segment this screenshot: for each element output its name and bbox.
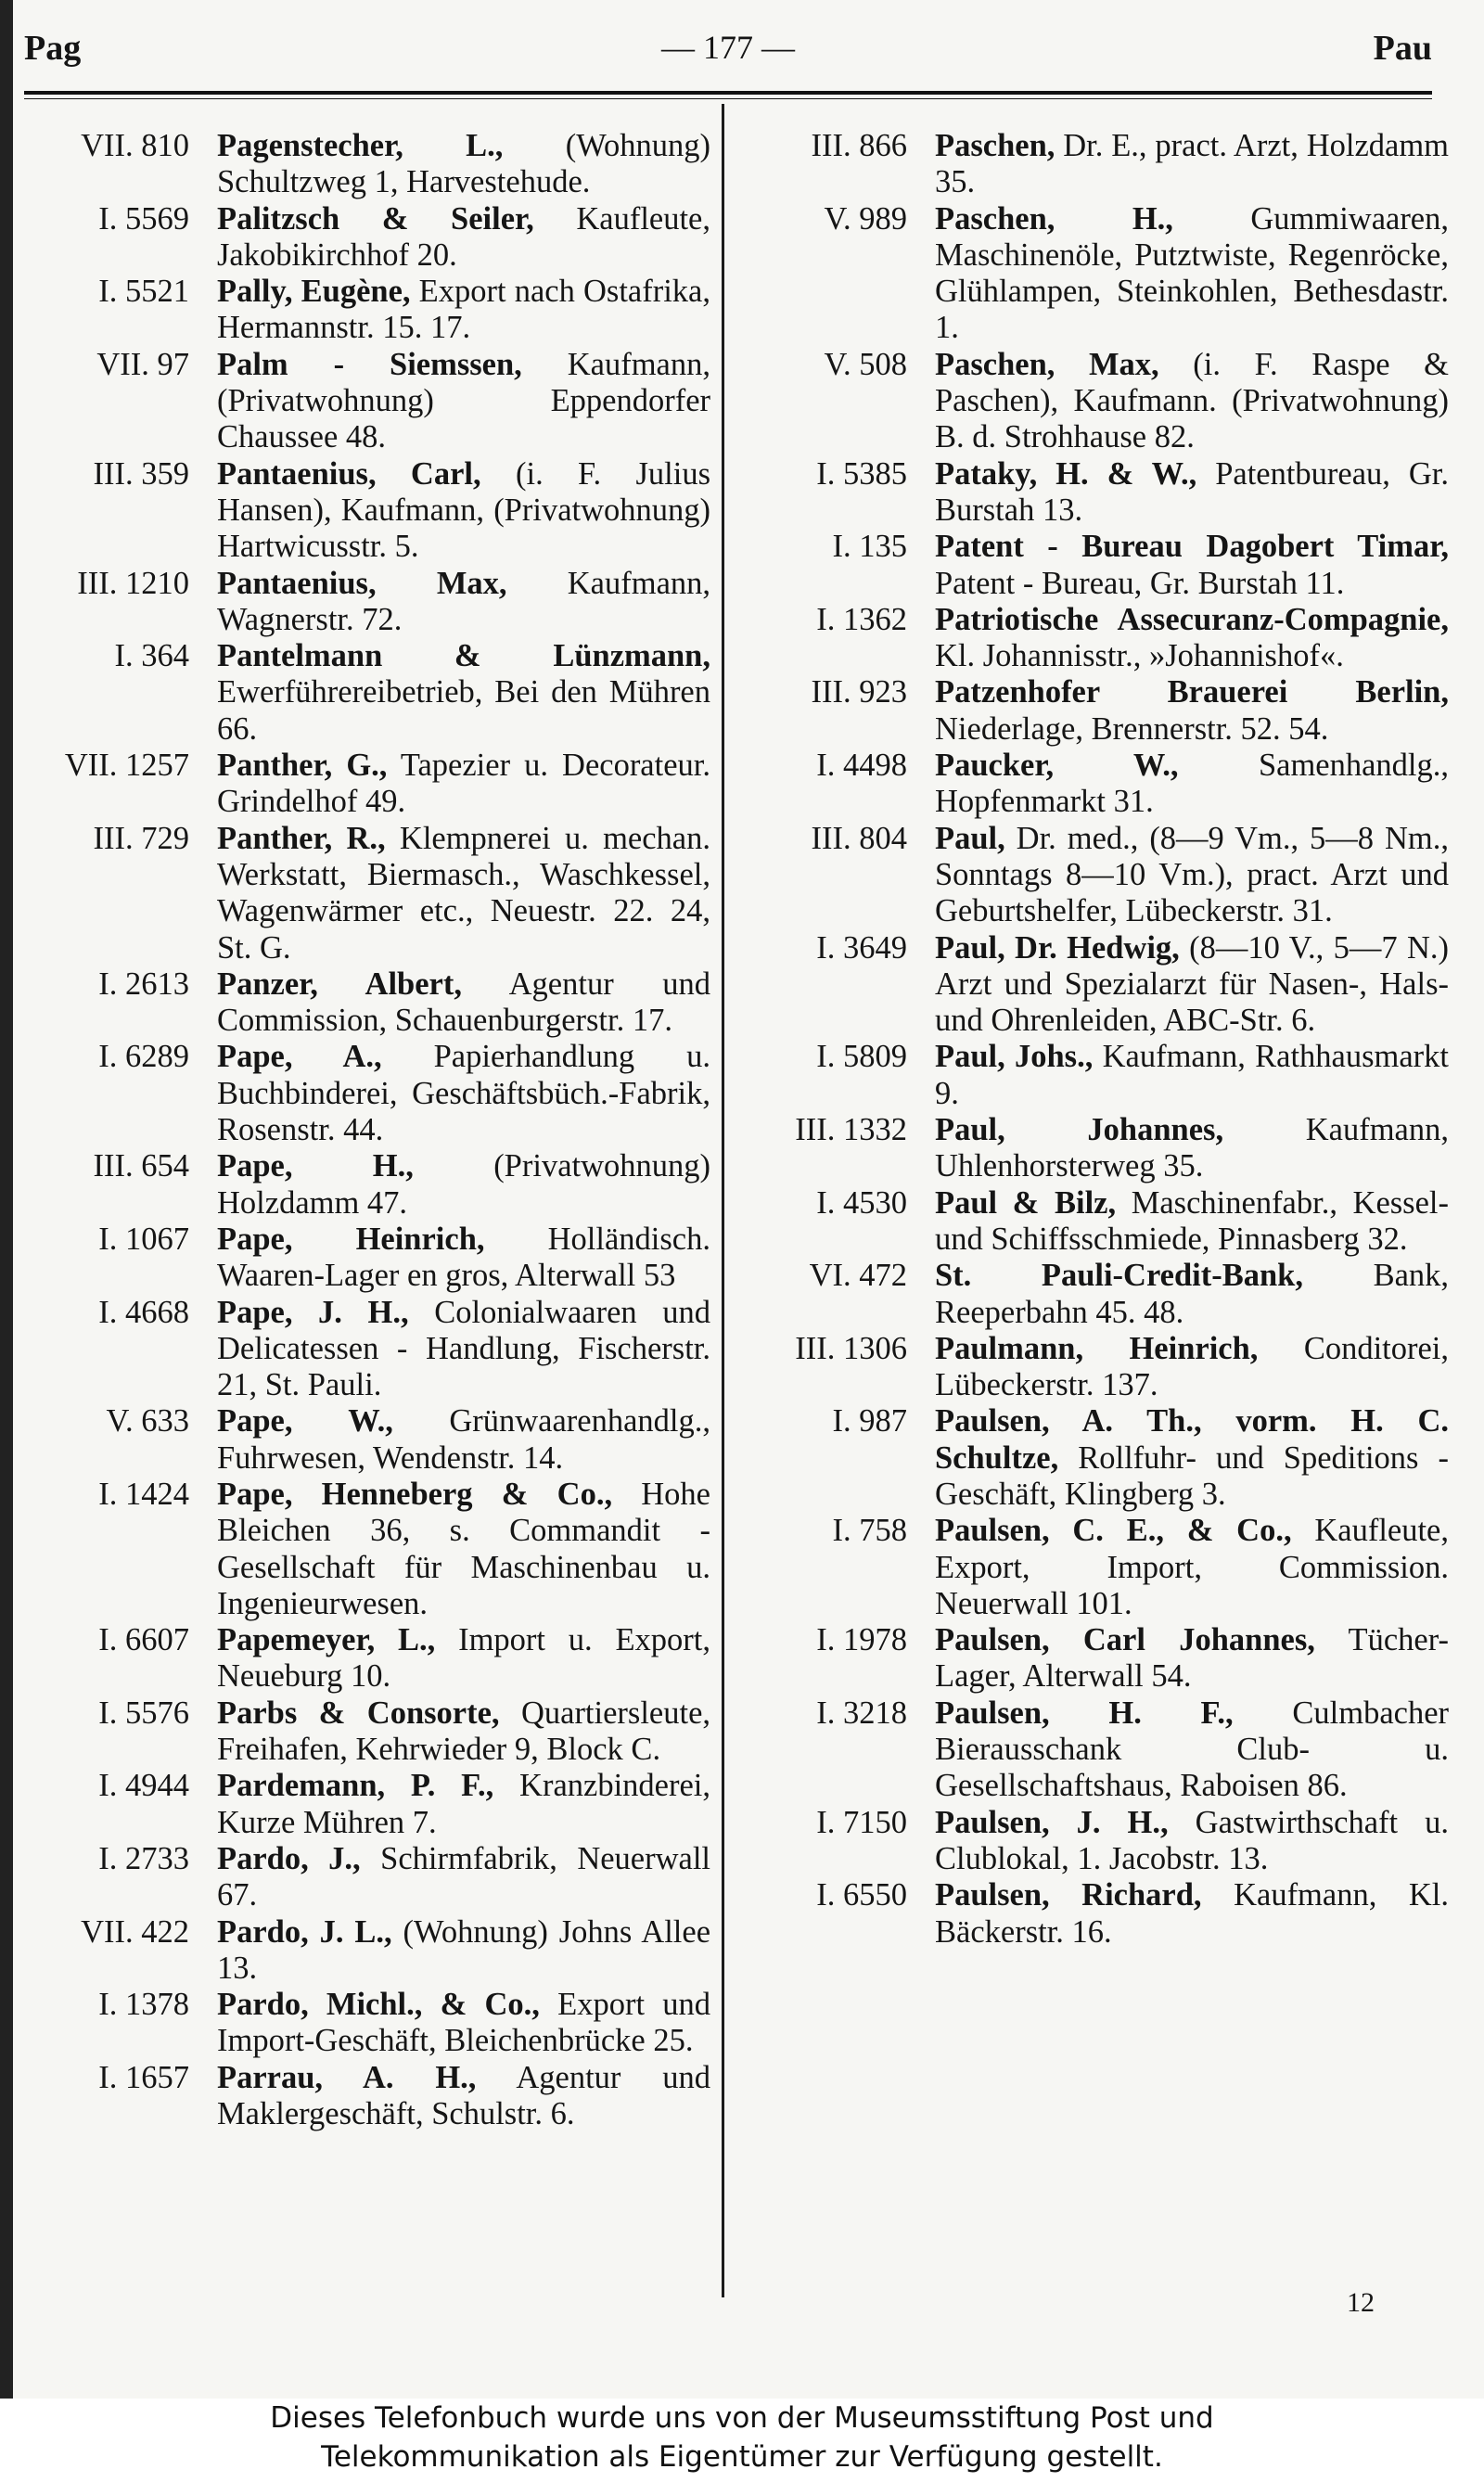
subscriber-details: (8—10 V., 5—7 N.) Arzt und Spezialarzt für Nasen-, Hals- und Ohrenleiden, ABC-Str. 6. xyxy=(935,929,1450,1039)
entry-text xyxy=(935,930,1449,1040)
subscriber-details: Papierhandlung u. Buchbinderei, Geschäftsbüch.-Fabrik, Rosenstr. 44. xyxy=(217,1039,710,1148)
subscriber-name: Pardo, J., xyxy=(217,1840,361,1876)
subscriber-details: Kaufmann, Uhlenhorsterweg 35. xyxy=(935,1112,1449,1184)
phone-number: I. 1657 xyxy=(98,2059,189,2095)
entry-text xyxy=(217,128,710,201)
phone-number: I. 4498 xyxy=(816,748,907,784)
entry-text xyxy=(935,1877,1449,1951)
subscriber-details: Klempnerei u. mechan. Werkstatt, Biermasch., Waschkessel, Wagenwärmer etc., Neuestr. 22. 24, St. G. xyxy=(217,820,710,966)
subscriber-details: Quartiersleute, Freihafen, Kehrwieder 9, Block C. xyxy=(217,1695,711,1768)
phone-number: I. 1424 xyxy=(98,1476,189,1512)
subscriber-details: (i. F. Julius Hansen), Kaufmann, (Privatwohnung) Hartwicusstr. 5. xyxy=(217,455,710,565)
subscriber-details: Kaufleute, Export, Import, Commission. Neuerwall 101. xyxy=(935,1513,1449,1621)
subscriber-details: Rollfuhr- und Speditions - Geschäft, Klingberg 3. xyxy=(935,1439,1449,1512)
entry-text xyxy=(217,1477,710,1622)
directory-entry xyxy=(733,821,1449,930)
subscriber-details: Kaufmann, Wagnerstr. 72. xyxy=(217,565,711,637)
directory-entry xyxy=(733,456,1449,530)
entry-text xyxy=(935,1185,1449,1259)
phone-number: I. 4668 xyxy=(98,1294,189,1330)
phone-number: I. 987 xyxy=(832,1403,907,1439)
directory-entry xyxy=(733,1112,1449,1185)
entry-text xyxy=(217,1768,710,1841)
entry-text xyxy=(217,1148,710,1222)
subscriber-name: Pardo, J. L., xyxy=(217,1913,392,1950)
subscriber-details: Import u. Export, Neueburg 10. xyxy=(217,1622,710,1695)
phone-number: III. 729 xyxy=(93,820,189,856)
directory-entry xyxy=(733,1877,1449,1951)
entry-text xyxy=(935,456,1449,530)
entry-text xyxy=(217,966,710,1040)
directory-entry xyxy=(733,1805,1449,1878)
entry-text xyxy=(217,1403,710,1477)
subscriber-name: Patriotische Assecuranz-Compagnie, xyxy=(935,601,1449,637)
directory-entry xyxy=(24,201,710,275)
subscriber-name: Papemeyer, L., xyxy=(217,1622,436,1658)
directory-entry xyxy=(24,274,710,347)
subscriber-name: Paucker, W., xyxy=(935,748,1179,784)
phone-number: I. 4530 xyxy=(816,1184,907,1221)
subscriber-details: Export nach Ostafrika, Hermannstr. 15. 17. xyxy=(217,274,710,346)
phone-number: V. 508 xyxy=(824,346,907,382)
phone-number: I. 2733 xyxy=(98,1840,189,1876)
phone-number: VII. 422 xyxy=(81,1913,189,1950)
subscriber-details: Agentur und Maklergeschäft, Schulstr. 6. xyxy=(217,2059,710,2132)
directory-entry xyxy=(733,529,1449,602)
directory-entry xyxy=(733,748,1449,821)
directory-entry xyxy=(24,1477,710,1622)
subscriber-name: Pardemann, P. F., xyxy=(217,1768,494,1804)
entry-text xyxy=(935,529,1449,602)
subscriber-name: Pantaenius, Carl, xyxy=(217,455,481,492)
directory-entry xyxy=(24,1148,710,1222)
subscriber-name: Paul, Johannes, xyxy=(935,1112,1224,1148)
subscriber-name: St. Pauli-Credit-Bank, xyxy=(935,1258,1303,1294)
subscriber-name: Paul, Johs., xyxy=(935,1039,1094,1075)
phone-number: I. 758 xyxy=(832,1513,907,1549)
directory-entry xyxy=(733,1695,1449,1805)
phone-number: V. 633 xyxy=(106,1403,189,1439)
directory-entry xyxy=(24,1622,710,1695)
subscriber-details: Holländisch. Waaren-Lager en gros, Alterwall 53 xyxy=(217,1221,710,1294)
entry-text xyxy=(935,1513,1449,1622)
subscriber-details: Tapezier u. Decorateur. Grindelhof 49. xyxy=(217,748,710,820)
phone-number: III. 866 xyxy=(811,128,907,163)
signature-number: 12 xyxy=(1347,2287,1375,2318)
directory-entry xyxy=(733,1258,1449,1331)
subscriber-name: Paschen, H., xyxy=(935,200,1173,237)
directory-entry xyxy=(24,2060,710,2133)
directory-entry xyxy=(24,748,710,821)
entry-text xyxy=(935,1695,1449,1805)
subscriber-name: Pally, Eugène, xyxy=(217,274,411,310)
directory-entry xyxy=(24,1914,710,1988)
phone-number: III. 359 xyxy=(93,455,189,492)
entry-text xyxy=(935,1805,1449,1878)
phone-number: I. 364 xyxy=(114,638,189,674)
right-column xyxy=(733,128,1449,1951)
subscriber-name: Paulsen, A. Th., vorm. H. C. Schultze, xyxy=(935,1403,1449,1476)
header-rule-thick xyxy=(24,91,1432,95)
phone-number: I. 4944 xyxy=(98,1768,189,1804)
subscriber-details: Samenhandlg., Hopfenmarkt 31. xyxy=(935,748,1449,820)
entry-text xyxy=(935,201,1449,347)
subscriber-details: Kaufmann, (Privatwohnung) Eppendorfer Chaussee 48. xyxy=(217,346,710,455)
subscriber-details: Schirmfabrik, Neuerwall 67. xyxy=(217,1840,710,1913)
subscriber-name: Panther, G., xyxy=(217,748,388,784)
subscriber-details: Tücher-Lager, Alterwall 54. xyxy=(935,1622,1449,1695)
entry-text xyxy=(935,128,1449,201)
header-right-keyword: Pau xyxy=(1373,29,1432,68)
directory-entry xyxy=(733,1513,1449,1622)
subscriber-name: Paulsen, C. E., & Co., xyxy=(935,1513,1292,1549)
subscriber-name: Pardo, Michl., & Co., xyxy=(217,1987,540,2023)
phone-number: I. 6289 xyxy=(98,1039,189,1075)
directory-entry xyxy=(733,1403,1449,1513)
directory-entry xyxy=(24,456,710,566)
subscriber-details: Conditorei, Lübeckerstr. 137. xyxy=(935,1330,1450,1403)
phone-number: III. 1210 xyxy=(77,565,189,601)
entry-text xyxy=(217,566,710,639)
subscriber-details: Kl. Johannisstr., »Johannishof«. xyxy=(935,638,1344,674)
phone-number: III. 1332 xyxy=(795,1112,907,1148)
phone-number: VII. 810 xyxy=(81,128,189,163)
directory-entry xyxy=(733,1331,1449,1404)
subscriber-name: Palitzsch & Seiler, xyxy=(217,200,534,237)
page-header xyxy=(24,28,1432,93)
subscriber-name: Paschen, xyxy=(935,128,1055,163)
phone-number: I. 5521 xyxy=(98,274,189,310)
subscriber-details: Export und Import-Geschäft, Bleichenbrücke 25. xyxy=(217,1987,710,2059)
subscriber-details: Gummiwaaren, Maschinenöle, Putztwiste, Regenröcke, Glühlampen, Steinkohlen, Bethesdastr. 1. xyxy=(935,200,1449,346)
subscriber-details: Colonialwaaren und Delicatessen - Handlung, Fischerstr. 21, St. Pauli. xyxy=(217,1294,711,1403)
phone-number: I. 6550 xyxy=(816,1877,907,1913)
subscriber-name: Paulmann, Heinrich, xyxy=(935,1330,1259,1366)
entry-text xyxy=(935,1112,1449,1185)
subscriber-name: Pape, Heinrich, xyxy=(217,1221,485,1257)
entry-text xyxy=(217,821,710,966)
subscriber-details: Patentbureau, Gr. Burstah 13. xyxy=(935,455,1449,528)
phone-number: III. 1306 xyxy=(795,1330,907,1366)
directory-entry xyxy=(24,638,710,748)
entry-text xyxy=(217,274,710,347)
entry-text xyxy=(217,748,710,821)
directory-entry xyxy=(24,1987,710,2060)
entry-text xyxy=(935,602,1449,675)
directory-entry xyxy=(24,1039,710,1148)
phone-number: III. 804 xyxy=(811,820,907,856)
footer-line-2: Telekommunikation als Eigentümer zur Verfügung gestellt. xyxy=(321,2440,1163,2474)
phone-number: III. 923 xyxy=(811,674,907,710)
subscriber-name: Paulsen, H. F., xyxy=(935,1695,1234,1731)
subscriber-name: Paulsen, J. H., xyxy=(935,1804,1169,1840)
column-divider xyxy=(722,104,724,2297)
directory-entry xyxy=(733,674,1449,748)
directory-entry xyxy=(24,1222,710,1295)
subscriber-details: (Wohnung) Schultzweg 1, Harvestehude. xyxy=(217,128,710,200)
subscriber-details: Kaufleute, Jakobikirchhof 20. xyxy=(217,200,710,273)
subscriber-name: Parbs & Consorte, xyxy=(217,1695,500,1731)
entry-text xyxy=(935,674,1449,748)
subscriber-name: Paul, xyxy=(935,820,1005,856)
subscriber-name: Pantelmann & Lünzmann, xyxy=(217,638,710,674)
directory-entry xyxy=(24,1768,710,1841)
subscriber-name: Paulsen, Richard, xyxy=(935,1877,1202,1913)
subscriber-details: Kaufmann, Rathhausmarkt 9. xyxy=(935,1039,1449,1111)
subscriber-name: Patzenhofer Brauerei Berlin, xyxy=(935,674,1449,710)
directory-entry xyxy=(733,602,1449,675)
subscriber-name: Palm - Siemssen, xyxy=(217,346,522,382)
subscriber-details: Gastwirthschaft u. Clublokal, 1. Jacobstr. 13. xyxy=(935,1804,1449,1876)
subscriber-name: Pagenstecher, L., xyxy=(217,128,504,163)
subscriber-name: Pape, W., xyxy=(217,1403,393,1439)
directory-entry xyxy=(733,1039,1449,1112)
subscriber-name: Paul & Bilz, xyxy=(935,1184,1117,1221)
entry-text xyxy=(935,1039,1449,1112)
subscriber-details: Grünwaarenhandlg., Fuhrwesen, Wendenstr. 14. xyxy=(217,1403,710,1476)
phone-number: I. 5569 xyxy=(98,200,189,237)
directory-entry xyxy=(733,128,1449,201)
phone-number: I. 1378 xyxy=(98,1987,189,2023)
directory-entry xyxy=(733,347,1449,456)
entry-text xyxy=(935,821,1449,930)
subscriber-details: Patent - Bureau, Gr. Burstah 11. xyxy=(935,565,1345,601)
entry-text xyxy=(217,347,710,456)
entry-text xyxy=(217,1695,710,1769)
subscriber-name: Patent - Bureau Dagobert Timar, xyxy=(935,529,1449,565)
phone-number: I. 7150 xyxy=(816,1804,907,1840)
subscriber-details: Ewerführereibetrieb, Bei den Mühren 66. xyxy=(217,674,710,747)
subscriber-details: Kranzbinderei, Kurze Mühren 7. xyxy=(217,1768,710,1840)
entry-text xyxy=(935,347,1449,456)
left-column xyxy=(24,128,710,2132)
phone-number: I. 6607 xyxy=(98,1622,189,1658)
subscriber-name: Parrau, A. H., xyxy=(217,2059,477,2095)
directory-entry xyxy=(24,1695,710,1769)
subscriber-details: Niederlage, Brennerstr. 52. 54. xyxy=(935,710,1329,747)
directory-entry xyxy=(24,821,710,966)
phone-number: VII. 1257 xyxy=(64,748,189,784)
entry-text xyxy=(217,1039,710,1148)
directory-entry xyxy=(24,1295,710,1404)
subscriber-name: Panzer, Albert, xyxy=(217,966,462,1002)
entry-text xyxy=(217,1295,710,1404)
directory-entry xyxy=(733,930,1449,1040)
subscriber-details: Culmbacher Bierausschank Club- u. Gesellschaftshaus, Raboisen 86. xyxy=(935,1695,1450,1804)
directory-entry xyxy=(733,1622,1449,1695)
subscriber-name: Pape, J. H., xyxy=(217,1294,409,1330)
subscriber-name: Paschen, Max, xyxy=(935,346,1159,382)
entry-text xyxy=(935,748,1449,821)
entry-text xyxy=(217,638,710,748)
directory-entry xyxy=(24,1403,710,1477)
entry-text xyxy=(217,456,710,566)
entry-text xyxy=(935,1622,1449,1695)
directory-entry xyxy=(24,566,710,639)
entry-text xyxy=(935,1258,1449,1331)
entry-text xyxy=(217,1914,710,1988)
phone-number: VII. 97 xyxy=(96,346,189,382)
phone-number: I. 5576 xyxy=(98,1695,189,1731)
entry-text xyxy=(217,201,710,275)
subscriber-details: (i. F. Raspe & Paschen), Kaufmann. (Privatwohnung) B. d. Strohhause 82. xyxy=(935,346,1449,455)
directory-entry xyxy=(24,128,710,201)
subscriber-details: Maschinenfabr., Kessel- und Schiffsschmiede, Pinnasberg 32. xyxy=(935,1184,1449,1257)
phone-number: I. 3218 xyxy=(816,1695,907,1731)
subscriber-name: Pataky, H. & W., xyxy=(935,455,1197,492)
directory-entry xyxy=(24,1841,710,1914)
entry-text xyxy=(217,2060,710,2133)
phone-number: VI. 472 xyxy=(809,1258,907,1294)
phone-number: III. 654 xyxy=(93,1148,189,1184)
phone-number: I. 2613 xyxy=(98,966,189,1002)
subscriber-details: Hohe Bleichen 36, s. Commandit - Gesellschaft für Maschinenbau u. Ingenieurwesen. xyxy=(217,1476,710,1621)
subscriber-details: Kaufmann, Kl. Bäckerstr. 16. xyxy=(935,1877,1449,1950)
subscriber-details: Dr. med., (8—9 Vm., 5—8 Nm., Sonntags 8—10 Vm.), pract. Arzt und Geburtshelfer, Lübeckerstr. 31. xyxy=(935,820,1449,929)
directory-entry xyxy=(733,1185,1449,1259)
subscriber-name: Paulsen, Carl Johannes, xyxy=(935,1622,1315,1658)
entry-text xyxy=(217,1622,710,1695)
directory-entry xyxy=(733,201,1449,347)
subscriber-name: Paul, Dr. Hedwig, xyxy=(935,929,1180,966)
subscriber-name: Pantaenius, Max, xyxy=(217,565,507,601)
phone-number: I. 1362 xyxy=(816,601,907,637)
subscriber-details: Bank, Reeperbahn 45. 48. xyxy=(935,1258,1450,1330)
header-rule-thin xyxy=(24,98,1432,99)
phone-number: I. 1067 xyxy=(98,1221,189,1257)
directory-entry xyxy=(24,347,710,456)
subscriber-details: Agentur und Commission, Schauenburgerstr. 17. xyxy=(217,966,710,1039)
book-spine-shadow xyxy=(0,0,13,2399)
subscriber-name: Panther, R., xyxy=(217,820,386,856)
phone-number: I. 5809 xyxy=(816,1039,907,1075)
phone-number: V. 989 xyxy=(824,200,907,237)
phone-number: I. 135 xyxy=(832,529,907,565)
subscriber-details: (Privatwohnung) Holzdamm 47. xyxy=(217,1148,710,1221)
header-page-number: — 177 — xyxy=(661,29,795,66)
source-footer xyxy=(0,2399,1484,2482)
header-left-keyword: Pag xyxy=(24,29,82,68)
footer-line-1: Dieses Telefonbuch wurde uns von der Museumsstiftung Post und xyxy=(270,2401,1214,2435)
subscriber-name: Pape, A., xyxy=(217,1039,382,1075)
subscriber-name: Pape, H., xyxy=(217,1148,414,1184)
directory-entry xyxy=(24,966,710,1040)
subscriber-name: Pape, Henneberg & Co., xyxy=(217,1476,613,1512)
entry-text xyxy=(935,1403,1449,1513)
subscriber-details: (Wohnung) Johns Allee 13. xyxy=(217,1913,711,1986)
subscriber-details: Dr. E., pract. Arzt, Holzdamm 35. xyxy=(935,128,1450,200)
entry-text xyxy=(217,1987,710,2060)
phone-number: I. 3649 xyxy=(816,929,907,966)
entry-text xyxy=(935,1331,1449,1404)
phone-number: I. 5385 xyxy=(816,455,907,492)
phone-number: I. 1978 xyxy=(816,1622,907,1658)
entry-text xyxy=(217,1222,710,1295)
entry-text xyxy=(217,1841,710,1914)
